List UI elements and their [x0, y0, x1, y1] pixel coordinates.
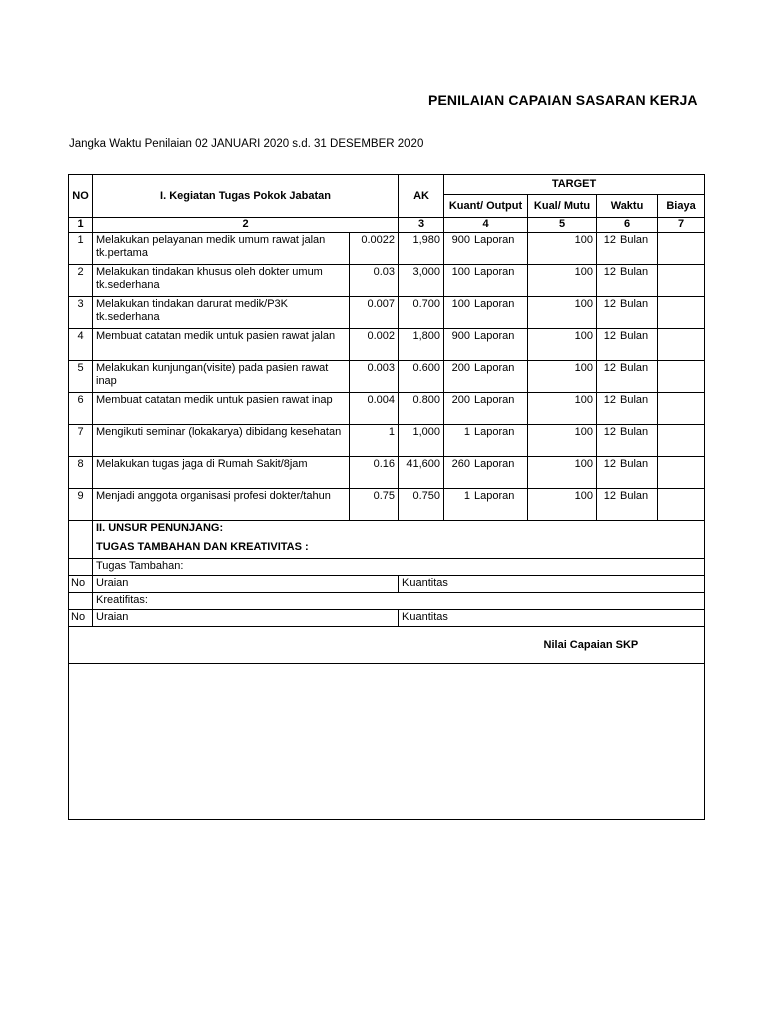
row-waktu — [597, 233, 658, 265]
row-no: 7 — [69, 425, 93, 457]
nilai-capaian-label: Nilai Capaian SKP — [528, 627, 705, 664]
row-waktu — [597, 361, 658, 393]
time-unit: Bulan — [620, 426, 649, 438]
row-biaya — [658, 297, 705, 329]
time-quantity: 12 — [603, 362, 617, 374]
row-waktu — [597, 393, 658, 425]
column-number: 2 — [93, 218, 399, 233]
header-biaya: Biaya — [658, 195, 705, 218]
row-waktu — [597, 297, 658, 329]
row-mutu: 100 — [528, 489, 597, 521]
kreatifitas-uraian-header: Uraian — [93, 610, 399, 627]
row-kuant — [444, 425, 528, 457]
row-mutu: 100 — [528, 329, 597, 361]
row-kegiatan: Mengikuti seminar (lokakarya) dibidang kesehatan — [93, 425, 350, 457]
row-ak-total: 0.800 — [399, 393, 444, 425]
column-number: 6 — [597, 218, 658, 233]
column-number: 4 — [444, 218, 528, 233]
time-unit: Bulan — [620, 298, 649, 310]
row-ak-unit: 0.007 — [350, 297, 399, 329]
page-title: PENILAIAN CAPAIAN SASARAN KERJA — [428, 92, 698, 108]
row-ak-unit: 0.0022 — [350, 233, 399, 265]
header-target: TARGET — [444, 175, 705, 195]
row-kuant — [444, 297, 528, 329]
row-ak-unit: 0.002 — [350, 329, 399, 361]
output-quantity: 900 — [451, 234, 471, 246]
row-waktu — [597, 329, 658, 361]
output-quantity: 200 — [451, 394, 471, 406]
row-ak-total: 0.600 — [399, 361, 444, 393]
header-kual: Kual/ Mutu — [528, 195, 597, 218]
column-number: 1 — [69, 218, 93, 233]
row-biaya — [658, 233, 705, 265]
time-unit: Bulan — [620, 234, 649, 246]
table-row — [69, 361, 705, 393]
table-row — [69, 329, 705, 361]
output-quantity: 1 — [463, 426, 471, 438]
penunjang-left-blank — [69, 521, 93, 538]
time-quantity: 12 — [603, 266, 617, 278]
time-quantity: 12 — [603, 490, 617, 502]
row-waktu — [597, 425, 658, 457]
time-quantity: 12 — [603, 234, 617, 246]
output-unit: Laporan — [474, 266, 515, 278]
table-row — [69, 265, 705, 297]
table-row — [69, 233, 705, 265]
header-waktu: Waktu — [597, 195, 658, 218]
row-no: 1 — [69, 233, 93, 265]
row-kuant — [444, 329, 528, 361]
row-kuant — [444, 393, 528, 425]
column-number: 7 — [658, 218, 705, 233]
row-kegiatan: Melakukan tindakan khusus oleh dokter umum tk.sederhana — [93, 265, 350, 297]
row-no: 6 — [69, 393, 93, 425]
header-kegiatan: I. Kegiatan Tugas Pokok Jabatan — [93, 175, 399, 218]
row-kegiatan: Melakukan tindakan darurat medik/P3K tk.sederhana — [93, 297, 350, 329]
table-row — [69, 425, 705, 457]
kreatifitas-label: Kreatifitas: — [93, 593, 705, 610]
output-unit: Laporan — [474, 426, 515, 438]
row-kuant — [444, 265, 528, 297]
row-biaya — [658, 329, 705, 361]
row-biaya — [658, 425, 705, 457]
time-quantity: 12 — [603, 298, 617, 310]
row-biaya — [658, 489, 705, 521]
row-waktu — [597, 457, 658, 489]
tugas-uraian-header: Uraian — [93, 576, 399, 593]
row-kuant — [444, 457, 528, 489]
time-unit: Bulan — [620, 458, 649, 470]
row-ak-unit: 0.004 — [350, 393, 399, 425]
tugas-no-header: No — [69, 576, 93, 593]
row-kegiatan: Menjadi anggota organisasi profesi dokter/tahun — [93, 489, 350, 521]
row-ak-total: 1,000 — [399, 425, 444, 457]
time-unit: Bulan — [620, 330, 649, 342]
output-quantity: 260 — [451, 458, 471, 470]
time-quantity: 12 — [603, 330, 617, 342]
time-quantity: 12 — [603, 394, 617, 406]
row-kegiatan: Membuat catatan medik untuk pasien rawat jalan — [93, 329, 350, 361]
blank-area — [69, 664, 705, 820]
row-ak-total: 0.750 — [399, 489, 444, 521]
row-biaya — [658, 457, 705, 489]
row-no: 2 — [69, 265, 93, 297]
tugas-kuantitas-header: Kuantitas — [399, 576, 705, 593]
row-mutu: 100 — [528, 425, 597, 457]
row-biaya — [658, 361, 705, 393]
column-number: 5 — [528, 218, 597, 233]
output-unit: Laporan — [474, 490, 515, 502]
row-kegiatan: Melakukan kunjungan(visite) pada pasien rawat inap — [93, 361, 350, 393]
row-ak-unit: 0.16 — [350, 457, 399, 489]
row-ak-unit: 1 — [350, 425, 399, 457]
row-mutu: 100 — [528, 233, 597, 265]
header-no: NO — [69, 175, 93, 218]
kreatifitas-no-header: No — [69, 610, 93, 627]
assessment-period: Jangka Waktu Penilaian 02 JANUARI 2020 s.d. 31 DESEMBER 2020 — [69, 138, 424, 150]
row-ak-total: 1,800 — [399, 329, 444, 361]
penunjang-left-blank — [69, 537, 93, 559]
table-row — [69, 297, 705, 329]
row-mutu: 100 — [528, 297, 597, 329]
penunjang-heading: II. UNSUR PENUNJANG: — [93, 521, 705, 538]
time-unit: Bulan — [620, 394, 649, 406]
column-number-row — [69, 218, 705, 233]
row-no: 3 — [69, 297, 93, 329]
penunjang-subheading: TUGAS TAMBAHAN DAN KREATIVITAS : — [93, 537, 705, 559]
row-biaya — [658, 265, 705, 297]
row-kegiatan: Membuat catatan medik untuk pasien rawat inap — [93, 393, 350, 425]
output-quantity: 900 — [451, 330, 471, 342]
row-kuant — [444, 233, 528, 265]
tugas-tambahan-label: Tugas Tambahan: — [93, 559, 705, 576]
row-waktu — [597, 265, 658, 297]
output-quantity: 1 — [463, 490, 471, 502]
output-unit: Laporan — [474, 458, 515, 470]
row-no: 8 — [69, 457, 93, 489]
row-no: 9 — [69, 489, 93, 521]
row-no: 4 — [69, 329, 93, 361]
row-ak-total: 3,000 — [399, 265, 444, 297]
row-ak-unit: 0.003 — [350, 361, 399, 393]
row-ak-unit: 0.03 — [350, 265, 399, 297]
kreatifitas-kuantitas-header: Kuantitas — [399, 610, 705, 627]
output-unit: Laporan — [474, 330, 515, 342]
row-kegiatan: Melakukan pelayanan medik umum rawat jalan tk.pertama — [93, 233, 350, 265]
row-no: 5 — [69, 361, 93, 393]
skp-table — [68, 174, 705, 820]
row-mutu: 100 — [528, 393, 597, 425]
row-ak-total: 1,980 — [399, 233, 444, 265]
table-row — [69, 393, 705, 425]
column-number: 3 — [399, 218, 444, 233]
row-ak-total: 0.700 — [399, 297, 444, 329]
nilai-left-blank — [69, 627, 528, 664]
output-quantity: 100 — [451, 266, 471, 278]
row-kuant — [444, 489, 528, 521]
time-quantity: 12 — [603, 458, 617, 470]
output-unit: Laporan — [474, 298, 515, 310]
tugas-left-blank — [69, 559, 93, 576]
row-ak-total: 41,600 — [399, 457, 444, 489]
output-unit: Laporan — [474, 362, 515, 374]
row-biaya — [658, 393, 705, 425]
row-kegiatan: Melakukan tugas jaga di Rumah Sakit/8jam — [93, 457, 350, 489]
time-quantity: 12 — [603, 426, 617, 438]
table-row — [69, 457, 705, 489]
time-unit: Bulan — [620, 490, 649, 502]
output-quantity: 100 — [451, 298, 471, 310]
output-quantity: 200 — [451, 362, 471, 374]
row-kuant — [444, 361, 528, 393]
time-unit: Bulan — [620, 266, 649, 278]
output-unit: Laporan — [474, 234, 515, 246]
row-mutu: 100 — [528, 265, 597, 297]
row-ak-unit: 0.75 — [350, 489, 399, 521]
skp-table-container — [68, 174, 696, 846]
row-waktu — [597, 489, 658, 521]
header-ak: AK — [399, 175, 444, 218]
output-unit: Laporan — [474, 394, 515, 406]
header-kuant: Kuant/ Output — [444, 195, 528, 218]
kreatifitas-left-blank — [69, 593, 93, 610]
table-row — [69, 489, 705, 521]
row-mutu: 100 — [528, 361, 597, 393]
time-unit: Bulan — [620, 362, 649, 374]
row-mutu: 100 — [528, 457, 597, 489]
